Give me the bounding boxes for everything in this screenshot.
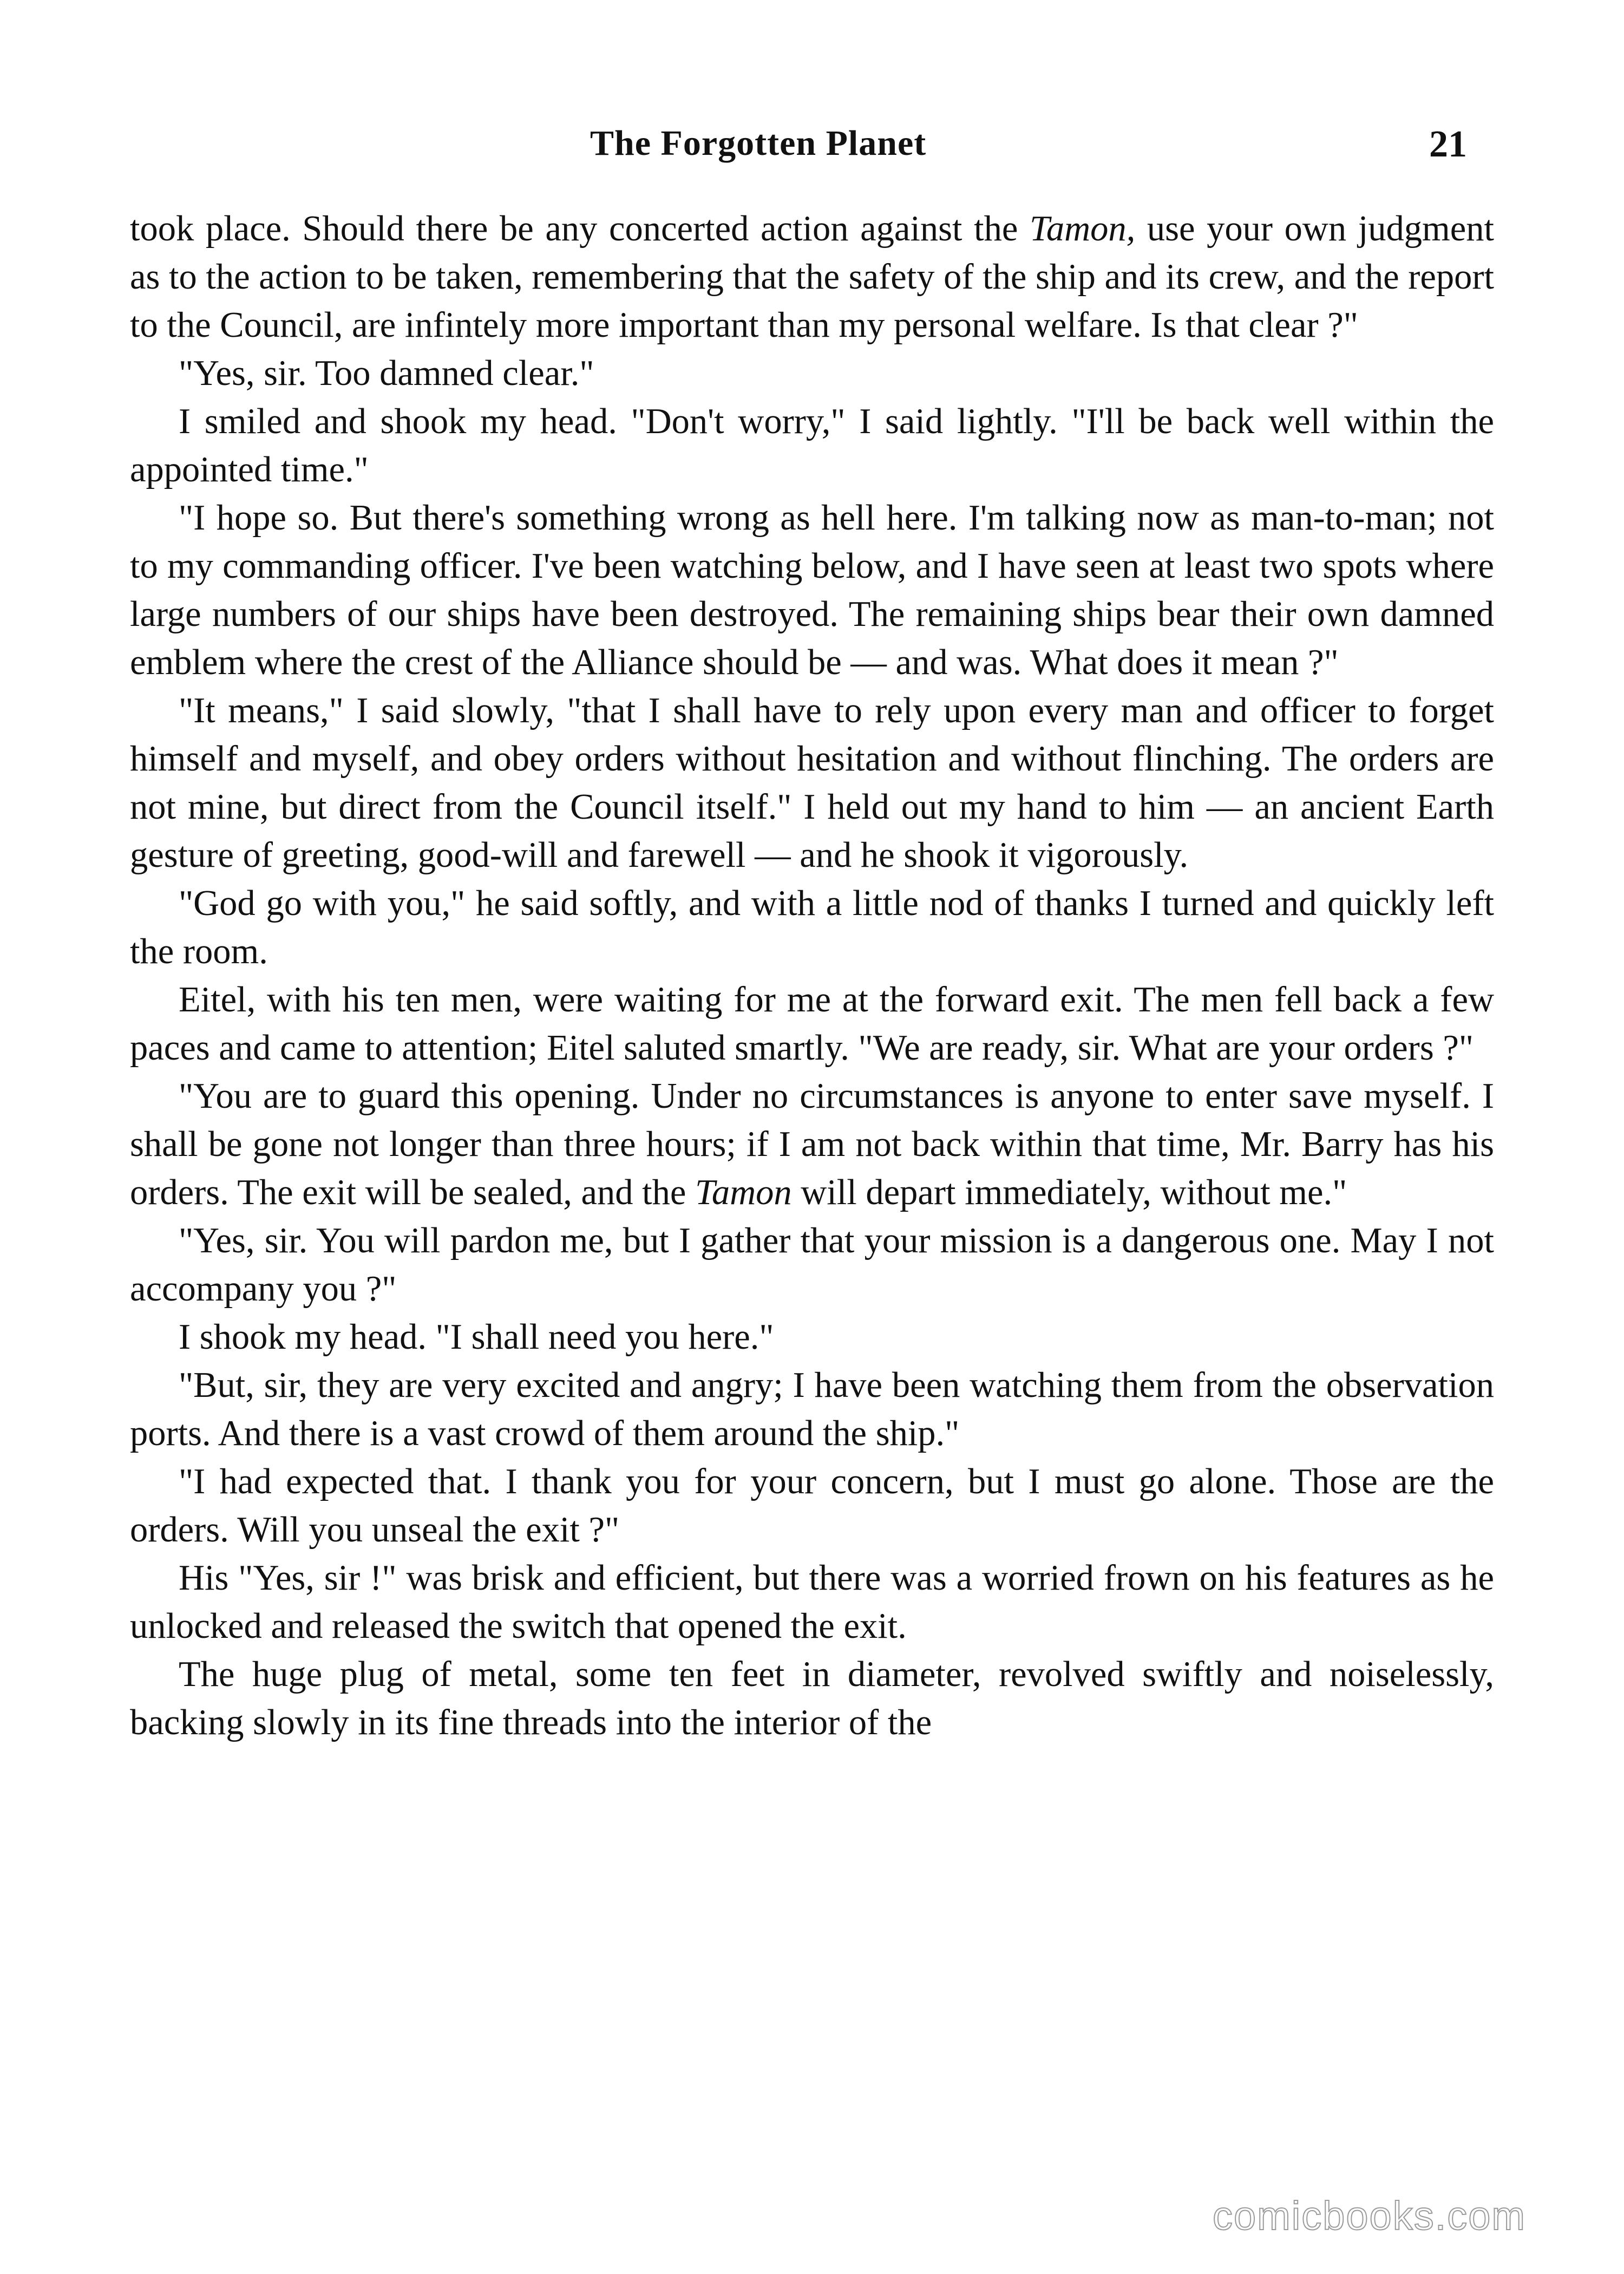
text-run: I smiled and shook my head. "Don't worry," I said lightly. "I'll be back well within the appointed time." [130, 402, 1494, 489]
paragraph [130, 397, 1494, 494]
paragraph [130, 687, 1494, 879]
text-run: "Yes, sir. You will pardon me, but I gather that your mission is a dangerous one. May I not accompany you ?" [130, 1221, 1494, 1309]
paragraph [130, 1458, 1494, 1554]
page-number: 21 [1429, 123, 1467, 165]
text-run: "Yes, sir. Too damned clear." [179, 354, 594, 393]
text-run: "God go with you," he said softly, and with a little nod of thanks I turned and quickly left the room. [130, 884, 1494, 971]
text-run: Eitel, with his ten men, were waiting for me at the forward exit. The men fell back a few paces and came to attention; Eitel saluted smartly. "We are ready, sir. What are your orders ?" [130, 980, 1494, 1068]
paragraph [130, 976, 1494, 1072]
paragraph [130, 349, 1494, 397]
paragraph [130, 1217, 1494, 1313]
paragraph [130, 1313, 1494, 1361]
text-run: use your own judgment as to the action to be taken, remembering that the safety of the ship and its crew, and the report to the Council, are infintely more important than my personal welfare. Is that clear ?" [130, 209, 1494, 345]
text-run: took place. Should there be any concerted action against the [130, 209, 1030, 249]
text-run: "I hope so. But there's something wrong as hell here. I'm talking now as man-to-man; not to my commanding officer. I've been watching below, and I have seen at least two spots where large numbers of our ships have been destroyed. The remaining ships bear their own damned emblem where the crest of the Alliance should be — and was. What does it mean ?" [130, 498, 1494, 682]
text-run: "You are to guard this opening. Under no circumstances is anyone to enter save myself. I shall be gone not longer than three hours; if I am not back within that time, Mr. Barry has his orders. The exit will be sealed, and the [130, 1076, 1494, 1212]
running-head: The Forgotten Planet [590, 123, 927, 163]
paragraph [130, 1650, 1494, 1747]
text-run: The huge plug of metal, some ten feet in diameter, revolved swiftly and noiselessly, backing slowly in its fine threads into the interior of the [130, 1655, 1494, 1742]
paragraph [130, 1361, 1494, 1458]
italic-run: Tamon [695, 1173, 792, 1212]
body-text [130, 205, 1494, 1747]
paragraph [130, 1072, 1494, 1217]
text-run: will depart immediately, without me." [791, 1173, 1347, 1212]
text-run: "I had expected that. I thank you for your concern, but I must go alone. Those are the orders. Will you unseal the exit ?" [130, 1462, 1494, 1550]
paragraph [130, 879, 1494, 976]
text-run: "But, sir, they are very excited and angry; I have been watching them from the observation ports. And there is a vast crowd of them around the ship." [130, 1365, 1494, 1453]
text-run: "It means," I said slowly, "that I shall have to rely upon every man and officer to forget himself and myself, and obey orders without hesitation and without flinching. The orders are not mine, but direct from the Council itself." I held out my hand to him — an ancient Earth gesture of greeting, good-will and farewell — and he shook it vigorously. [130, 691, 1494, 875]
paragraph [130, 494, 1494, 687]
italic-run: Tamon, [1029, 209, 1136, 249]
paragraph [130, 1554, 1494, 1650]
watermark-logo: comicbooks.com [1213, 2193, 1527, 2238]
paragraph [130, 205, 1494, 349]
text-run: I shook my head. "I shall need you here." [179, 1317, 774, 1357]
text-run: His "Yes, sir !" was brisk and efficient, but there was a worried frown on his features as he unlocked and released the switch that opened the exit. [130, 1558, 1494, 1646]
